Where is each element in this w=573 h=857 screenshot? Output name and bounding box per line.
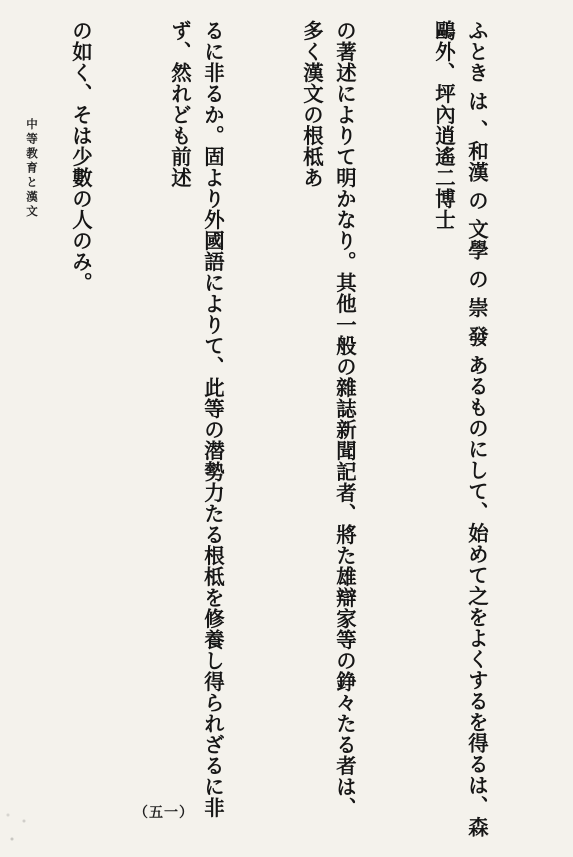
running-head: 中等教育と漢文 bbox=[25, 118, 39, 220]
text-column: るに非るか。固より外國語によりて、此等の潜勢力たる根柢を修養し得られざるに非ず、然れども前述 bbox=[168, 20, 225, 818]
text-column: の如く、そは少數の人のみ。 bbox=[69, 20, 93, 293]
text-column: の著述によりて明かなり。其他一般の雜誌新聞記者、將た雄辯家等の錚々たる者は、多く漢文の根柢あ bbox=[300, 20, 357, 818]
body-text bbox=[69, 20, 559, 838]
text-column: ふとき は 、和漢 の 文學 の 崇 發 あるものにして、始めて之をよくするを得るは、森鷗外、坪內逍遙二博士 bbox=[432, 20, 489, 838]
page-number: （五一） bbox=[134, 805, 194, 821]
scan-noise bbox=[0, 797, 40, 857]
